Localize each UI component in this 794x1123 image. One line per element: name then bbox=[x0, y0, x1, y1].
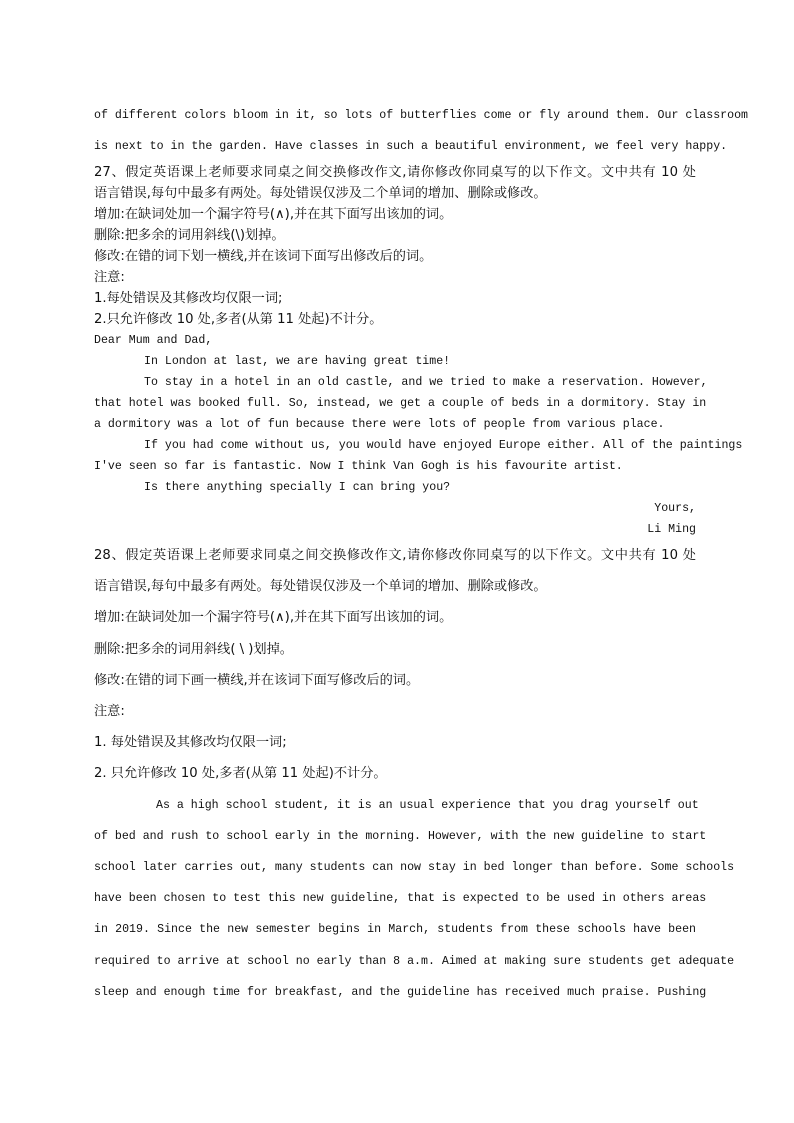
letter-salutation: Dear Mum and Dad, bbox=[94, 334, 213, 347]
rule-delete: 删除:把多余的词用斜线( \ )划掉。 bbox=[94, 641, 293, 657]
letter-line: Is there anything specially I can bring you? bbox=[144, 481, 451, 494]
fragment-line: is next to in the garden. Have classes in such a beautiful environment, we feel very happy. bbox=[94, 140, 728, 153]
letter-line: a dormitory was a lot of fun because there were lots of people from various place. bbox=[94, 418, 665, 431]
essay-line: As a high school student, it is an usual experience that you drag yourself out bbox=[156, 798, 699, 812]
note-item: 1. 每处错误及其修改均仅限一词; bbox=[94, 735, 287, 751]
rule-add: 增加:在缺词处加一个漏字符号(∧),并在其下面写出该加的词。 bbox=[94, 610, 453, 626]
question-28-intro: 语言错误,每句中最多有两处。每处错误仅涉及一个单词的增加、删除或修改。 bbox=[94, 579, 547, 595]
letter-line: To stay in a hotel in an old castle, and we tried to make a reservation. However, bbox=[144, 376, 708, 389]
letter-line: If you had come without us, you would have enjoyed Europe either. All of the paintings bbox=[144, 439, 743, 452]
essay-line: of bed and rush to school early in the morning. However, with the new guideline to start bbox=[94, 829, 707, 843]
note-item: 2.只允许修改 10 处,多者(从第 11 处起)不计分。 bbox=[94, 312, 383, 327]
letter-signature: Li Ming bbox=[647, 523, 696, 536]
essay-line: have been chosen to test this new guideline, that is expected to be used in others areas bbox=[94, 892, 707, 906]
essay-line: in 2019. Since the new semester begins in March, students from these schools have been bbox=[94, 923, 696, 937]
question-27-intro: 语言错误,每句中最多有两处。每处错误仅涉及二个单词的增加、删除或修改。 bbox=[94, 186, 547, 201]
fragment-line: of different colors bloom in it, so lots of butterflies come or fly around them. Our classroom bbox=[94, 109, 748, 122]
note-item: 2. 只允许修改 10 处,多者(从第 11 处起)不计分。 bbox=[94, 766, 387, 782]
essay-line: required to arrive at school no early than 8 a.m. Aimed at making sure students get adequate bbox=[94, 954, 735, 968]
note-title: 注意: bbox=[94, 704, 125, 720]
essay-line: school later carries out, many students can now stay in bed longer than before. Some schools bbox=[94, 861, 735, 875]
question-27 bbox=[94, 162, 743, 540]
question-28 bbox=[94, 540, 735, 1008]
letter-closing: Yours, bbox=[654, 502, 696, 515]
rule-delete: 删除:把多余的词用斜线(\)划掉。 bbox=[94, 228, 285, 243]
letter-line: I've seen so far is fantastic. Now I think Van Gogh is his favourite artist. bbox=[94, 460, 623, 473]
rule-modify: 修改:在错的词下画一横线,并在该词下面写修改后的词。 bbox=[94, 672, 420, 688]
letter-line: that hotel was booked full. So, instead, we get a couple of beds in a dormitory. Stay in bbox=[94, 397, 707, 410]
question-28-intro: 28、假定英语课上老师要求同桌之间交换修改作文,请你修改你同桌写的以下作文。文中共有 10 处 bbox=[94, 548, 696, 563]
question-27-intro: 27、假定英语课上老师要求同桌之间交换修改作文,请你修改你同桌写的以下作文。文中共有 10 处 bbox=[94, 165, 696, 180]
essay-line: sleep and enough time for breakfast, and the guideline has received much praise. Pushing bbox=[94, 985, 707, 999]
previous-essay-fragment bbox=[94, 100, 748, 162]
note-title: 注意: bbox=[94, 270, 125, 285]
document-page bbox=[94, 100, 748, 1008]
rule-modify: 修改:在错的词下划一横线,并在该词下面写出修改后的词。 bbox=[94, 249, 433, 264]
rule-add: 增加:在缺词处加一个漏字符号(∧),并在其下面写出该加的词。 bbox=[94, 207, 453, 222]
note-item: 1.每处错误及其修改均仅限一词; bbox=[94, 291, 283, 306]
letter-line: In London at last, we are having great time! bbox=[144, 355, 451, 368]
